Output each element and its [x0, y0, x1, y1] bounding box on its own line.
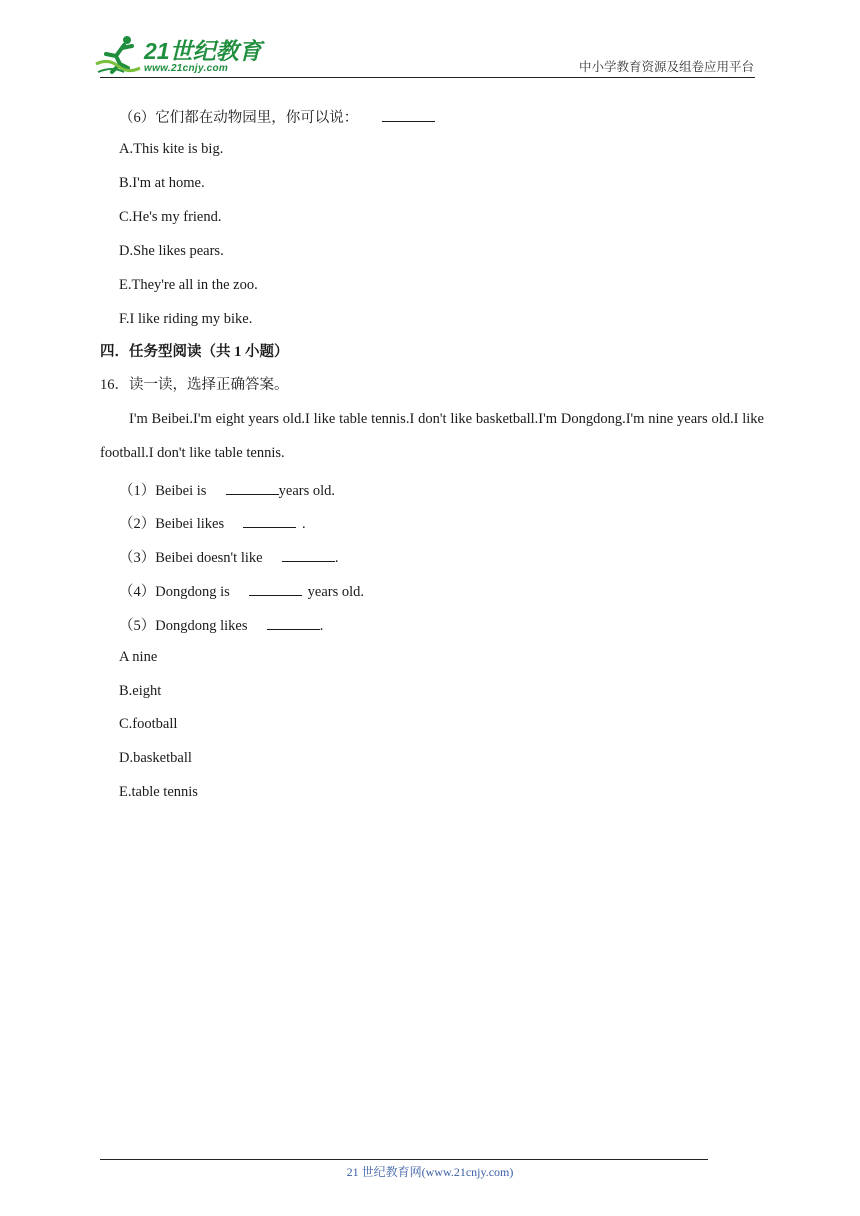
question-16-heading — [100, 378, 289, 393]
item-prompt: （2）Beibei likes — [119, 516, 225, 532]
item-prompt: （3）Beibei doesn't like — [119, 550, 263, 566]
answer-blank[interactable] — [382, 108, 435, 122]
reading-passage: I'm Beibei.I'm eight years old.I like table tennis.I don't like basketball.I'm Dongdong.I'm nine years old.I like football.I don't like table tennis. — [100, 411, 764, 461]
item-suffix: . — [319, 618, 324, 634]
item-prompt: （5）Dongdong likes — [119, 618, 248, 634]
logo-url: www.21cnjy.com — [144, 63, 229, 74]
item-prompt: （4）Dongdong is — [119, 584, 230, 600]
option-f: F.I like riding my bike. — [119, 311, 253, 327]
question-instruction: 读一读，选择正确答案。 — [129, 377, 289, 393]
option-b: B.I'm at home. — [119, 175, 205, 191]
section-4-title: 四．任务型阅读（共 1 小题） — [100, 344, 289, 360]
question-prompt: （6）它们都在动物园里，你可以说： — [119, 110, 359, 126]
logo-wordmark: 21世纪教育 — [144, 38, 262, 64]
header-platform-name: 中小学教育资源及组卷应用平台 — [578, 60, 754, 74]
site-logo — [94, 34, 269, 76]
option-c: C.He's my friend. — [119, 209, 222, 225]
q16-option-c: C.football — [119, 716, 178, 732]
item-suffix: . — [334, 550, 339, 566]
q16-option-b: B.eight — [119, 683, 162, 699]
option-d: D.She likes pears. — [119, 243, 224, 259]
item-suffix: years old. — [304, 584, 365, 600]
item-suffix: . — [298, 516, 306, 532]
question-number: 16． — [100, 377, 129, 393]
item-suffix: years old. — [278, 483, 336, 499]
option-a: A.This kite is big. — [119, 141, 224, 157]
question-16-item-2 — [119, 514, 306, 532]
answer-blank[interactable] — [267, 616, 320, 630]
header-divider — [100, 77, 755, 78]
runner-logo-icon — [94, 34, 142, 76]
answer-blank[interactable] — [226, 481, 279, 495]
footer-divider — [100, 1159, 708, 1160]
q16-option-e: E.table tennis — [119, 784, 198, 800]
page-header — [0, 0, 860, 80]
question-16-item-4 — [119, 582, 364, 600]
question-15-6 — [119, 108, 437, 126]
footer-site-link[interactable]: 21 世纪教育网(www.21cnjy.com) — [346, 1165, 514, 1179]
answer-blank[interactable] — [243, 514, 296, 528]
option-e: E.They're all in the zoo. — [119, 277, 258, 293]
answer-blank[interactable] — [282, 548, 335, 562]
answer-blank[interactable] — [249, 582, 302, 596]
question-16-item-5 — [119, 616, 323, 634]
q16-option-d: D.basketball — [119, 750, 192, 766]
question-16-item-3 — [119, 548, 338, 566]
item-prompt: （1）Beibei is — [119, 483, 207, 499]
question-16-item-1 — [119, 481, 335, 499]
q16-option-a: A nine — [119, 649, 158, 665]
